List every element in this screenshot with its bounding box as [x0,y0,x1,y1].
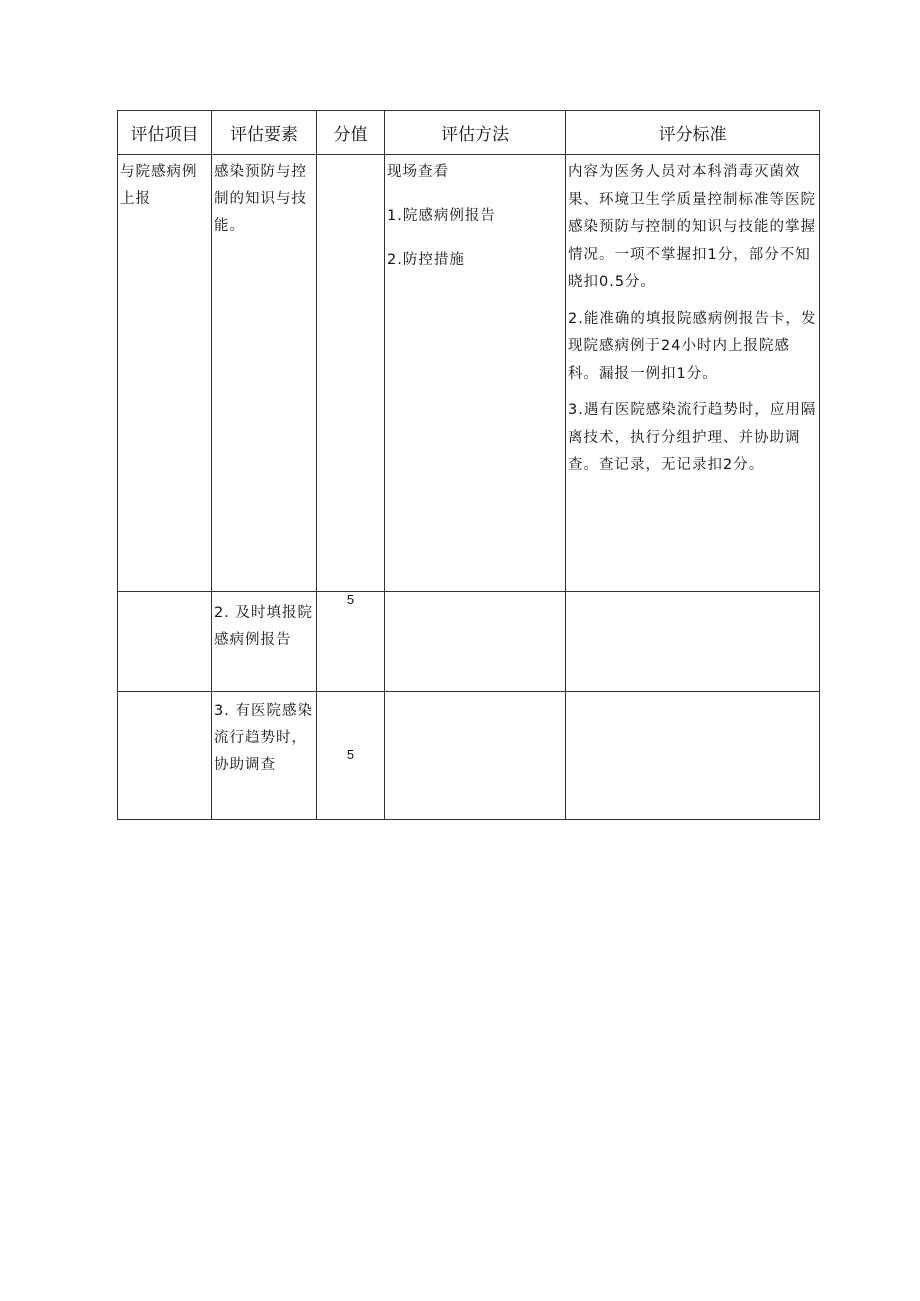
element-text: 感染预防与控制的知识与技能。 [214,164,307,234]
project-text: 与院感病例上报 [120,164,198,207]
criteria-text [566,692,819,696]
header-method: 评估方法 [385,111,566,155]
evaluation-table [117,110,820,820]
score-cell: 5 [317,692,385,820]
element-text: 2. 及时填报院感病例报告 [214,605,313,648]
criteria-cell [566,592,820,692]
table-row [118,592,820,692]
method-text [385,592,565,596]
method-line: 2.防控措施 [387,252,465,268]
method-cell [385,155,566,592]
element-text: 3. 有医院感染流行趋势时，协助调查 [214,703,313,773]
project-text [118,592,211,596]
criteria-paragraph: 2.能准确的填报院感病例报告卡，发现院感病例于24小时内上报院感科。漏报一例扣1分。 [568,310,817,382]
method-cell [385,592,566,692]
element-cell [212,692,317,820]
table-row [118,155,820,592]
criteria-paragraph: 内容为医务人员对本科消毒灭菌效果、环境卫生学质量控制标准等医院感染预防与控制的知识与技能的掌握情况。一项不掌握扣1分，部分不知晓扣0.5分。 [568,164,816,290]
project-text [118,692,211,696]
criteria-text [566,592,819,596]
criteria-cell [566,155,820,592]
header-element: 评估要素 [212,111,317,155]
element-cell [212,592,317,692]
header-project: 评估项目 [118,111,212,155]
method-text [385,692,565,696]
header-score: 分值 [317,111,385,155]
project-cell [118,155,212,592]
project-cell [118,592,212,692]
criteria-cell [566,692,820,820]
method-cell [385,692,566,820]
score-cell [317,155,385,592]
header-row [118,111,820,155]
method-line: 现场查看 [387,164,449,180]
table-row [118,692,820,820]
project-cell [118,692,212,820]
header-criteria: 评分标准 [566,111,820,155]
element-cell [212,155,317,592]
criteria-paragraph: 3.遇有医院感染流行趋势时，应用隔离技术，执行分组护理、并协助调查。查记录，无记录扣2分。 [568,402,817,473]
score-cell: 5 [317,592,385,692]
method-line: 1.院感病例报告 [387,208,496,224]
